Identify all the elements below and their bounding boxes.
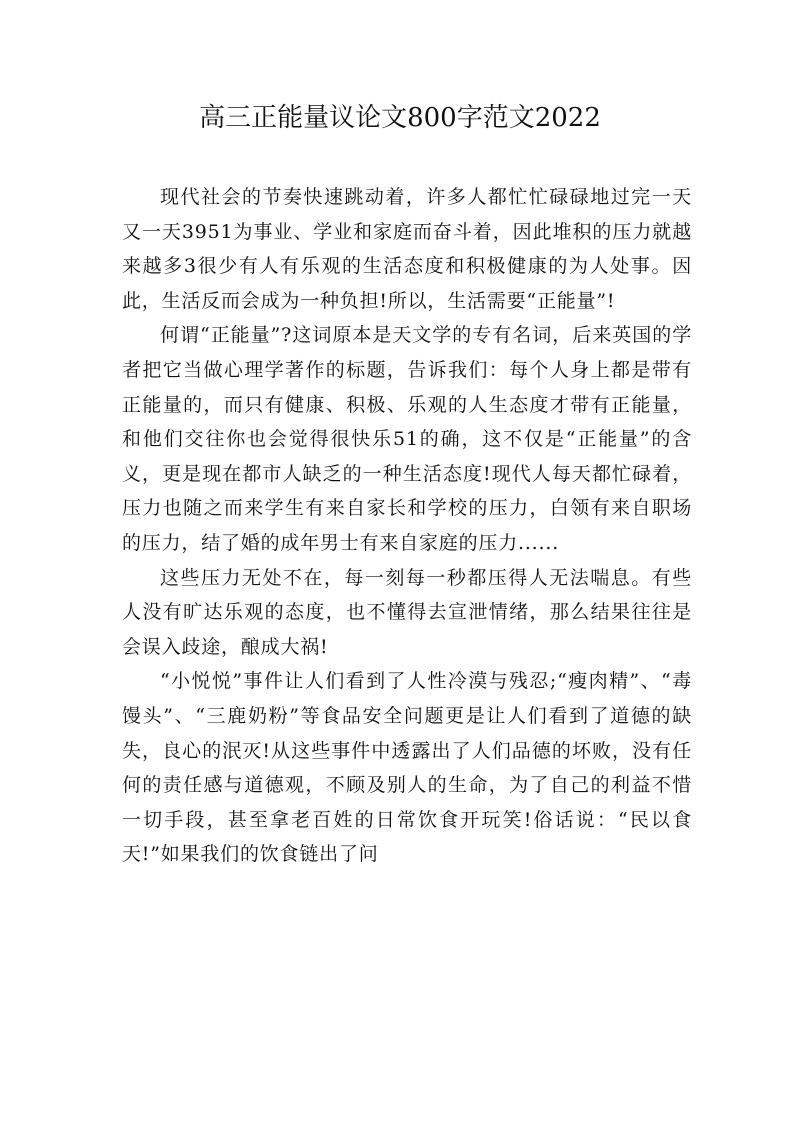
paragraph-3: 这些压力无处不在，每一刻每一秒都压得人无法喘息。有些人没有旷达乐观的态度，也不懂得去宣泄情绪，那么结果往往是会误入歧途，酿成大祸! xyxy=(122,566,692,658)
document-title: 高三正能量议论文800字范文2022 xyxy=(199,103,601,133)
paragraph-4: “小悦悦”事件让人们看到了人性冷漠与残忍;“瘦肉精”、“毒馒头”、“三鹿奶粉”等食品安全问题更是让人们看到了道德的缺失，良心的泯灭!从这些事件中透露出了人们品德的坏败，没有任何的责任感与道德观，不顾及别人的生命，为了自己的利益不惜一切手段，甚至拿老百姓的日常饮食开玩笑!俗话说：“民以食天!”如果我们的饮食链出了问 xyxy=(122,670,692,866)
paragraph-2: 何谓“正能量”?这词原本是天文学的专有名词，后来英国的学者把它当做心理学著作的标题，告诉我们：每个人身上都是带有正能量的，而只有健康、积极、乐观的人生态度才带有正能量，和他们交往你也会觉得很快乐51的确，这不仅是“正能量”的含义，更是现在都市人缺乏的一种生活态度!现代人每天都忙碌着，压力也随之而来学生有来自家长和学校的压力，白领有来自职场的压力，结了婚的成年男士有来自家庭的压力...... xyxy=(122,324,692,554)
paragraph-1: 现代社会的节奏快速跳动着，许多人都忙忙碌碌地过完一天又一天3951为事业、学业和家庭而奋斗着，因此堆积的压力就越来越多3很少有人有乐观的生活态度和积极健康的为人处事。因此，生活反而会成为一种负担!所以，生活需要“正能量”! xyxy=(122,186,692,312)
document-body xyxy=(122,180,692,872)
